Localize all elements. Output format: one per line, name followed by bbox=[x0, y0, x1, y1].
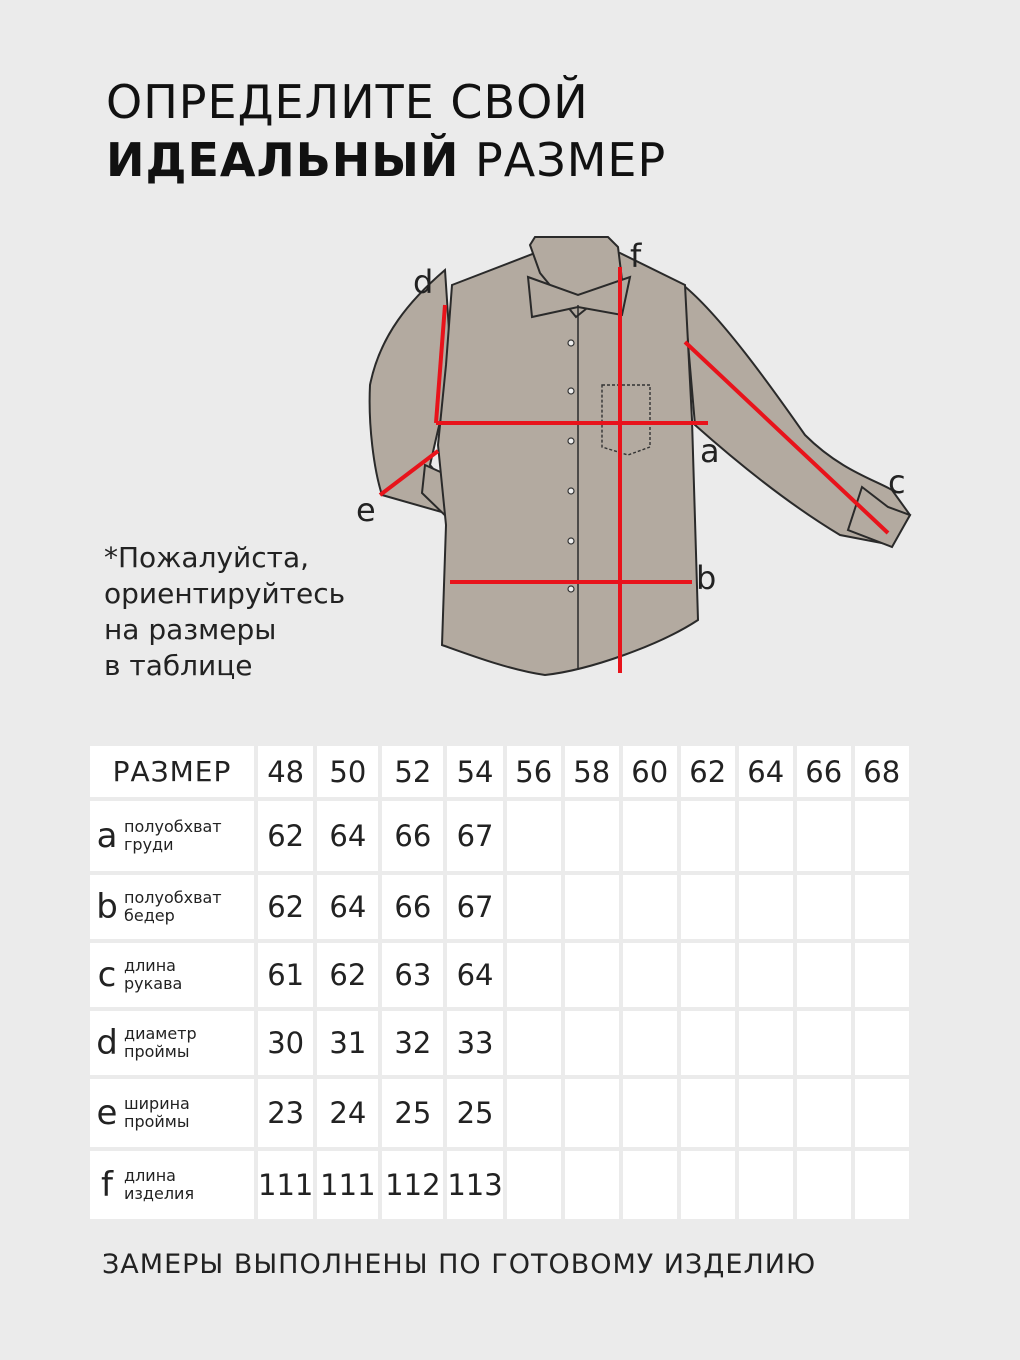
size-value-cell bbox=[507, 1151, 561, 1219]
size-value-cell bbox=[507, 1079, 561, 1147]
size-value-cell bbox=[565, 1011, 619, 1075]
measurement-row bbox=[90, 875, 909, 939]
measurement-label bbox=[90, 1165, 254, 1205]
title-line-1: ОПРЕДЕЛИТЕ СВОЙ bbox=[106, 75, 589, 129]
measurement-label bbox=[90, 1023, 254, 1063]
measurement-label bbox=[90, 1093, 254, 1133]
measurement-cell bbox=[90, 1151, 254, 1219]
measurement-text-line-1: ширина bbox=[124, 1094, 190, 1113]
page-title bbox=[106, 74, 666, 188]
size-value-cell: 30 bbox=[258, 1011, 313, 1075]
size-value-cell bbox=[797, 1079, 851, 1147]
title-line-2 bbox=[106, 132, 666, 188]
measurement-text-line-2: бедер bbox=[124, 906, 175, 925]
measurement-cell bbox=[90, 1079, 254, 1147]
size-value-cell: 111 bbox=[317, 1151, 378, 1219]
measurement-cell bbox=[90, 875, 254, 939]
size-value-cell bbox=[623, 943, 677, 1007]
size-value-cell: 62 bbox=[317, 943, 378, 1007]
title-rest: РАЗМЕР bbox=[475, 133, 667, 187]
footer-note: ЗАМЕРЫ ВЫПОЛНЕНЫ ПО ГОТОВОМУ ИЗДЕЛИЮ bbox=[102, 1249, 817, 1280]
note-line-4: в таблице bbox=[104, 649, 253, 682]
measurement-row bbox=[90, 801, 909, 871]
label-d: d bbox=[413, 263, 434, 301]
size-value-cell bbox=[623, 875, 677, 939]
measurement-letter: d bbox=[96, 1023, 118, 1063]
measurement-text-line-1: полуобхват bbox=[124, 817, 222, 836]
label-e: e bbox=[356, 491, 376, 529]
measurement-row bbox=[90, 1151, 909, 1219]
measurement-text bbox=[124, 1095, 190, 1131]
measurement-text-line-2: груди bbox=[124, 835, 174, 854]
size-header: 64 bbox=[739, 746, 793, 797]
measurement-letter: b bbox=[96, 887, 118, 927]
size-value-cell bbox=[565, 1079, 619, 1147]
size-value-cell: 67 bbox=[447, 875, 502, 939]
measurement-cell bbox=[90, 943, 254, 1007]
size-value-cell: 64 bbox=[317, 801, 378, 871]
measurement-text bbox=[124, 1025, 197, 1061]
size-header-label-cell bbox=[90, 746, 254, 797]
size-value-cell bbox=[855, 801, 909, 871]
size-value-cell bbox=[797, 1151, 851, 1219]
size-value-cell bbox=[855, 1011, 909, 1075]
measurement-text-line-2: рукава bbox=[124, 974, 183, 993]
measurement-text-line-2: проймы bbox=[124, 1042, 190, 1061]
size-value-cell bbox=[855, 943, 909, 1007]
measurement-letter: e bbox=[96, 1093, 118, 1133]
size-value-cell: 63 bbox=[382, 943, 443, 1007]
size-value-cell: 66 bbox=[382, 801, 443, 871]
size-value-cell: 64 bbox=[447, 943, 502, 1007]
measurement-text-line-1: диаметр bbox=[124, 1024, 197, 1043]
size-value-cell bbox=[855, 1079, 909, 1147]
size-value-cell bbox=[507, 943, 561, 1007]
size-value-cell bbox=[739, 1151, 793, 1219]
size-value-cell bbox=[797, 875, 851, 939]
label-f: f bbox=[630, 237, 642, 275]
size-value-cell: 111 bbox=[258, 1151, 313, 1219]
size-value-cell bbox=[739, 801, 793, 871]
size-value-cell bbox=[507, 801, 561, 871]
measurement-text-line-2: проймы bbox=[124, 1112, 190, 1131]
size-value-cell bbox=[797, 1011, 851, 1075]
size-value-cell: 66 bbox=[382, 875, 443, 939]
size-value-cell bbox=[507, 1011, 561, 1075]
size-value-cell: 32 bbox=[382, 1011, 443, 1075]
size-header: 60 bbox=[623, 746, 677, 797]
size-value-cell bbox=[565, 801, 619, 871]
size-value-cell bbox=[623, 801, 677, 871]
measurement-row bbox=[90, 1079, 909, 1147]
size-header: 48 bbox=[258, 746, 313, 797]
measurement-cell bbox=[90, 801, 254, 871]
measurement-text bbox=[124, 1167, 194, 1203]
size-value-cell: 62 bbox=[258, 801, 313, 871]
measurement-letter: c bbox=[97, 955, 117, 995]
size-value-cell: 67 bbox=[447, 801, 502, 871]
measurement-letter: a bbox=[96, 816, 118, 856]
shirt-body bbox=[438, 253, 698, 675]
size-value-cell bbox=[565, 943, 619, 1007]
size-header: 58 bbox=[565, 746, 619, 797]
measurement-text-line-1: длина bbox=[124, 1166, 176, 1185]
size-value-cell bbox=[681, 1151, 735, 1219]
size-value-cell bbox=[855, 1151, 909, 1219]
size-table bbox=[86, 742, 913, 1223]
size-header: 66 bbox=[797, 746, 851, 797]
size-value-cell bbox=[623, 1011, 677, 1075]
size-value-cell bbox=[797, 943, 851, 1007]
title-bold-word: ИДЕАЛЬНЫЙ bbox=[106, 133, 460, 187]
measurement-cell bbox=[90, 1011, 254, 1075]
size-header: 68 bbox=[855, 746, 909, 797]
size-value-cell bbox=[681, 1011, 735, 1075]
size-value-cell bbox=[681, 1079, 735, 1147]
size-value-cell bbox=[797, 801, 851, 871]
size-header: 56 bbox=[507, 746, 561, 797]
size-value-cell: 25 bbox=[447, 1079, 502, 1147]
size-value-cell: 64 bbox=[317, 875, 378, 939]
measurement-text-line-1: полуобхват bbox=[124, 888, 222, 907]
size-header: 52 bbox=[382, 746, 443, 797]
measurement-text-line-1: длина bbox=[124, 956, 176, 975]
size-header: 54 bbox=[447, 746, 502, 797]
note-line-1: *Пожалуйста, bbox=[104, 541, 309, 574]
measurement-text bbox=[124, 889, 222, 925]
measurement-label bbox=[90, 887, 254, 927]
size-value-cell bbox=[681, 875, 735, 939]
size-value-cell bbox=[623, 1151, 677, 1219]
measurement-label bbox=[90, 816, 254, 856]
size-value-cell bbox=[681, 801, 735, 871]
size-value-cell bbox=[855, 875, 909, 939]
size-value-cell bbox=[565, 875, 619, 939]
size-header-row bbox=[90, 746, 909, 797]
size-value-cell bbox=[507, 875, 561, 939]
size-value-cell: 112 bbox=[382, 1151, 443, 1219]
size-value-cell: 31 bbox=[317, 1011, 378, 1075]
size-value-cell: 61 bbox=[258, 943, 313, 1007]
label-b: b bbox=[696, 559, 717, 597]
label-a: a bbox=[700, 432, 720, 470]
note-line-3: на размеры bbox=[104, 613, 277, 646]
note bbox=[104, 540, 345, 684]
size-value-cell bbox=[739, 943, 793, 1007]
shirt-measurement-diagram bbox=[340, 225, 940, 685]
size-value-cell bbox=[739, 875, 793, 939]
measurement-text bbox=[124, 957, 182, 993]
size-value-cell bbox=[565, 1151, 619, 1219]
size-value-cell: 24 bbox=[317, 1079, 378, 1147]
note-line-2: ориентируйтесь bbox=[104, 577, 346, 610]
size-value-cell: 33 bbox=[447, 1011, 502, 1075]
size-value-cell bbox=[623, 1079, 677, 1147]
measurement-row bbox=[90, 1011, 909, 1075]
measurement-label bbox=[90, 955, 254, 995]
size-value-cell bbox=[681, 943, 735, 1007]
size-value-cell: 23 bbox=[258, 1079, 313, 1147]
measurement-row bbox=[90, 943, 909, 1007]
size-value-cell: 25 bbox=[382, 1079, 443, 1147]
size-header: 62 bbox=[681, 746, 735, 797]
size-value-cell bbox=[739, 1079, 793, 1147]
size-header: 50 bbox=[317, 746, 378, 797]
label-c: c bbox=[888, 463, 906, 501]
measurement-text-line-2: изделия bbox=[124, 1184, 195, 1203]
measurement-text bbox=[124, 818, 222, 854]
size-value-cell: 113 bbox=[447, 1151, 502, 1219]
size-table-body bbox=[90, 801, 909, 1219]
measurement-letter: f bbox=[101, 1165, 113, 1205]
size-value-cell bbox=[739, 1011, 793, 1075]
size-value-cell: 62 bbox=[258, 875, 313, 939]
size-header-label: РАЗМЕР bbox=[112, 755, 232, 788]
